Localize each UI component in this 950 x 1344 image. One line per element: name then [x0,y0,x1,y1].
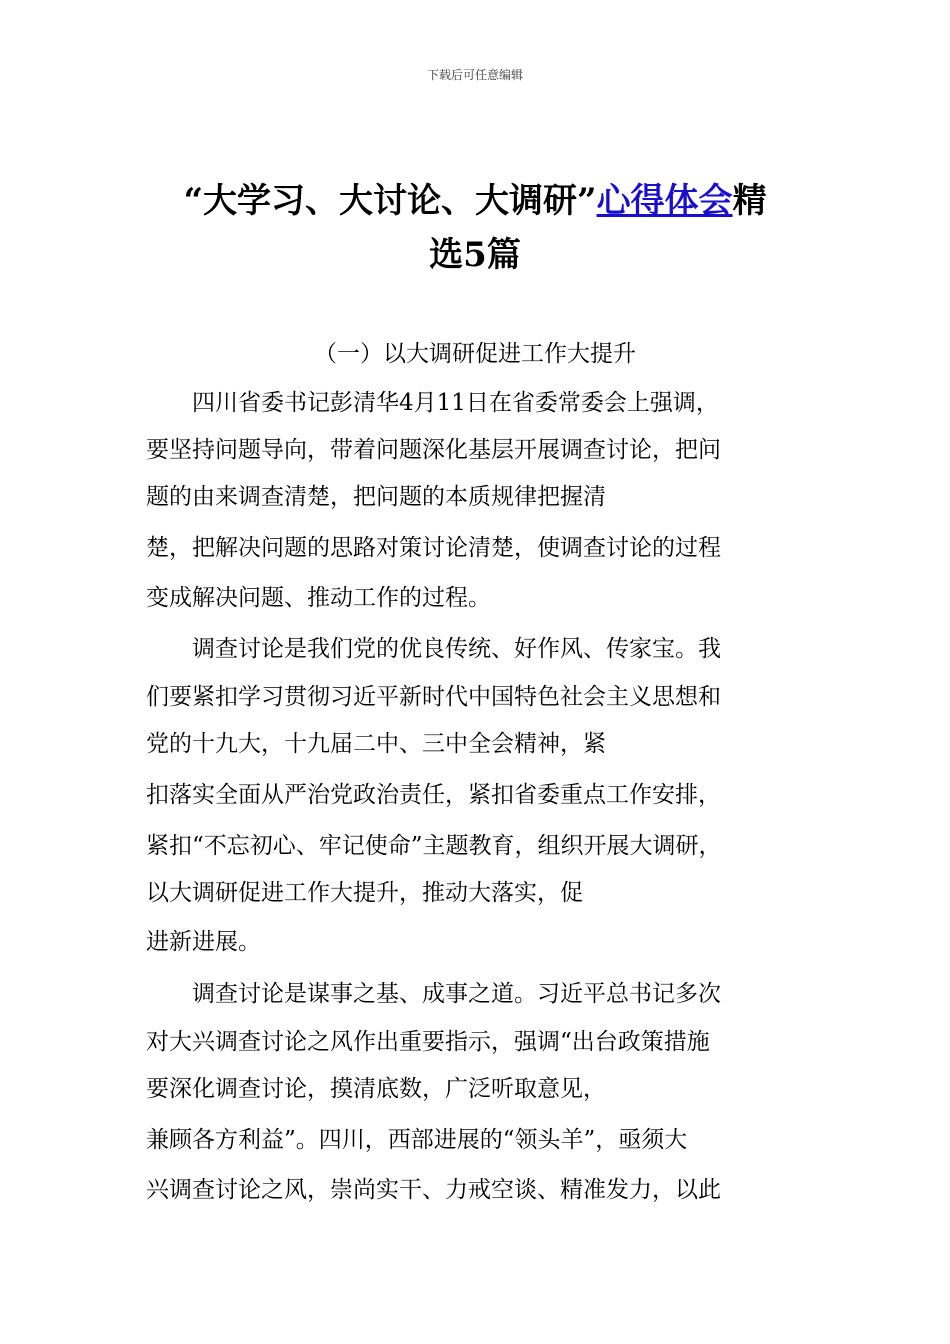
title-suffix: 精 [732,181,767,221]
paragraph-line: 题的由来调查清楚，把问题的本质规律把握清 [146,484,606,510]
paragraph-line: 们要紧扣学习贯彻习近平新时代中国特色社会主义思想和 [146,684,721,710]
paragraph-line: 进新进展。 [146,929,261,955]
title-link[interactable]: 心得体会 [596,181,733,221]
paragraph-line: 调查讨论是谋事之基、成事之道。习近平总书记多次 [192,981,721,1007]
paragraph-line: 对大兴调查讨论之风作出重要指示，强调“出台政策措施 [146,1029,710,1055]
title-line2: 选5篇 [429,235,521,275]
paragraph-line: 变成解决问题、推动工作的过程。 [146,585,491,611]
document-title [140,174,810,282]
paragraph-line: 要深化调查讨论，摸清底数，广泛听取意见， [146,1076,606,1102]
paragraph-line: 四川省委书记彭清华4月11日在省委常委会上强调， [192,390,719,416]
section-heading: （一）以大调研促进工作大提升 [314,341,636,367]
paragraph-line: 兴调查讨论之风，崇尚实干、力戒空谈、精准发力，以此 [146,1177,721,1203]
paragraph-line: 党的十九大，十九届二中、三中全会精神，紧 [146,731,606,757]
paragraph-line: 紧扣“不忘初心、牢记使命”主题教育，组织开展大调研， [146,833,722,859]
header-note: 下载后可任意编辑 [426,68,523,82]
paragraph-line: 调查讨论是我们党的优良传统、好作风、传家宝。我 [192,636,721,662]
paragraph-line: 要坚持问题导向，带着问题深化基层开展调查讨论，把问 [146,437,721,463]
paragraph-line: 扣落实全面从严治党政治责任，紧扣省委重点工作安排， [146,782,721,808]
paragraph-line: 以大调研促进工作大提升，推动大落实，促 [146,880,583,906]
paragraph-line: 楚，把解决问题的思路对策讨论清楚，使调查讨论的过程 [146,535,721,561]
paragraph-line: 兼顾各方利益”。四川，西部进展的“领头羊”，亟须大 [146,1127,688,1153]
title-prefix: “大学习、大讨论、大调研” [183,181,597,221]
